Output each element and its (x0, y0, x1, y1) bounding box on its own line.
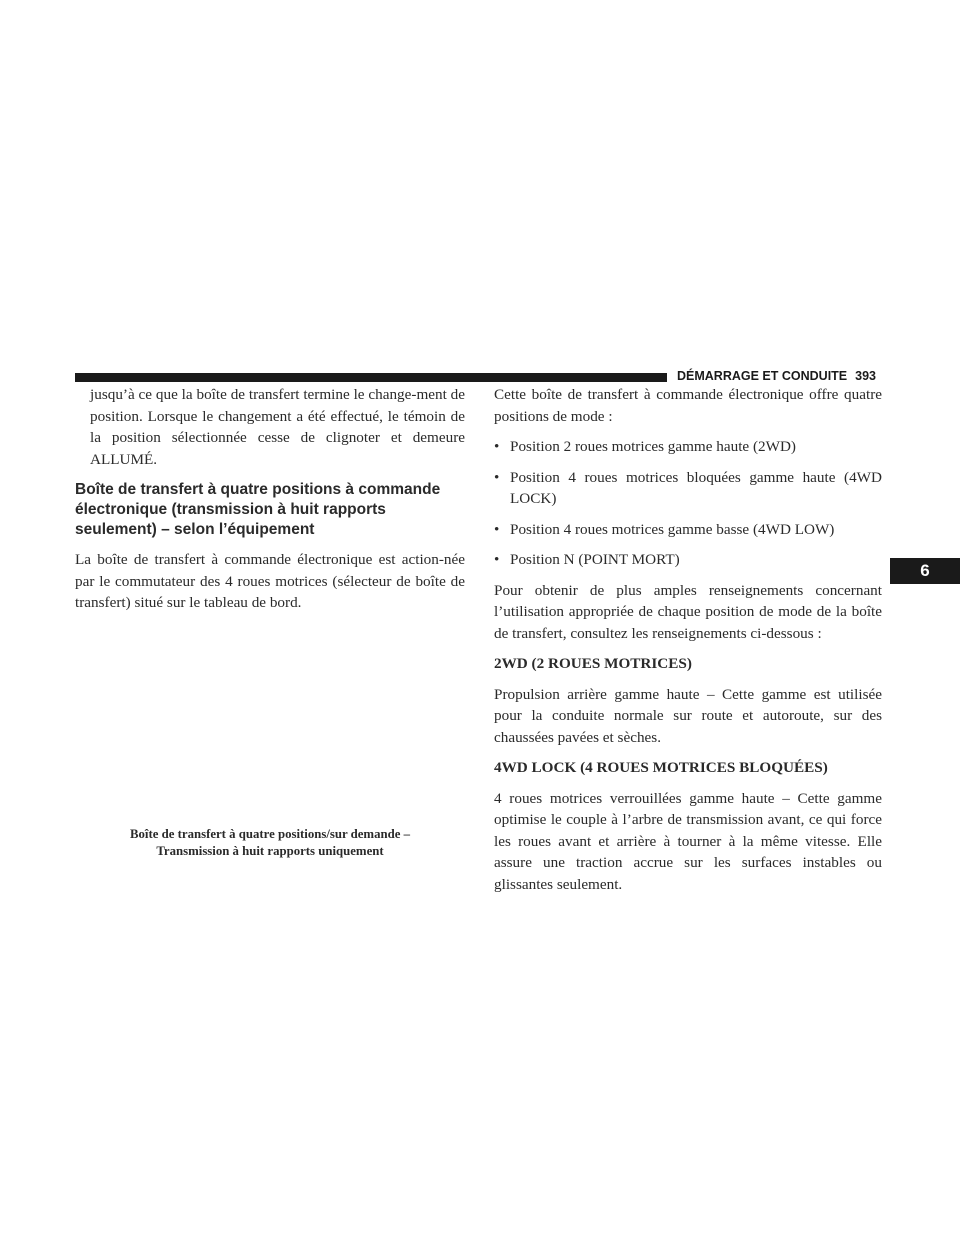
left-column (75, 384, 465, 614)
mode-list (494, 436, 882, 571)
intro-paragraph: Cette boîte de transfert à commande électronique offre quatre positions de mode : (494, 386, 882, 425)
list-item: • Position N (POINT MORT) (494, 549, 882, 571)
running-header (677, 369, 887, 383)
caption-line-2: Transmission à huit rapports uniquement (156, 844, 384, 858)
chapter-tab[interactable]: 6 (890, 558, 960, 584)
continued-paragraph: jusqu’à ce que la boîte de transfert termine le change-ment de position. Lorsque le changement a été effectué, le témoin de la position sélectionnée cesse de clignoter et demeure ALLUMÉ. (90, 386, 465, 468)
paragraph-4wd-lock: 4 roues motrices verrouillées gamme haute – Cette gamme optimise le couple à l’arbre de transmission avant, ce qui force les roues avant et arrière à tourner à la même vitesse. Elle assure une traction accrue sur les surfaces instables ou glissantes seulement. (494, 789, 882, 893)
section-title: DÉMARRAGE ET CONDUITE (677, 369, 848, 383)
bullet-icon: • (494, 468, 500, 486)
info-paragraph: Pour obtenir de plus amples renseignements concernant l’utilisation appropriée de chaque position de mode de la boîte de transfert, consultez les renseignements ci-dessous : (494, 581, 882, 642)
bullet-icon: • (494, 438, 500, 455)
list-item: • Position 2 roues motrices gamme haute (2WD) (494, 436, 882, 458)
section-heading: Boîte de transfert à quatre positions à commande électronique (transmission à huit rapports seulement) – selon l’équipement (75, 481, 441, 538)
right-column (494, 384, 882, 895)
list-item: • Position 4 roues motrices bloquées gamme haute (4WD LOCK) (494, 468, 882, 507)
figure-caption (75, 826, 465, 860)
subheading-4wd-lock: 4WD LOCK (4 ROUES MOTRICES BLOQUÉES) (494, 759, 828, 776)
list-item: • Position 4 roues motrices gamme basse (4WD LOW) (494, 519, 882, 541)
body-paragraph: La boîte de transfert à commande électronique est action-née par le commutateur des 4 roues motrices (sélecteur de boîte de transfert) situé sur le tableau de bord. (75, 551, 465, 611)
paragraph-2wd: Propulsion arrière gamme haute – Cette gamme est utilisée pour la conduite normale sur route et autoroute, sur des chaussées pavées et sèches. (494, 685, 882, 746)
subheading-2wd: 2WD (2 ROUES MOTRICES) (494, 655, 692, 672)
page-number: 393 (855, 369, 877, 383)
bullet-icon: • (494, 551, 500, 568)
header-rule (75, 373, 667, 382)
caption-line-1: Boîte de transfert à quatre positions/sur demande – (130, 827, 410, 841)
figure-placeholder (75, 610, 465, 820)
bullet-icon: • (494, 520, 500, 538)
